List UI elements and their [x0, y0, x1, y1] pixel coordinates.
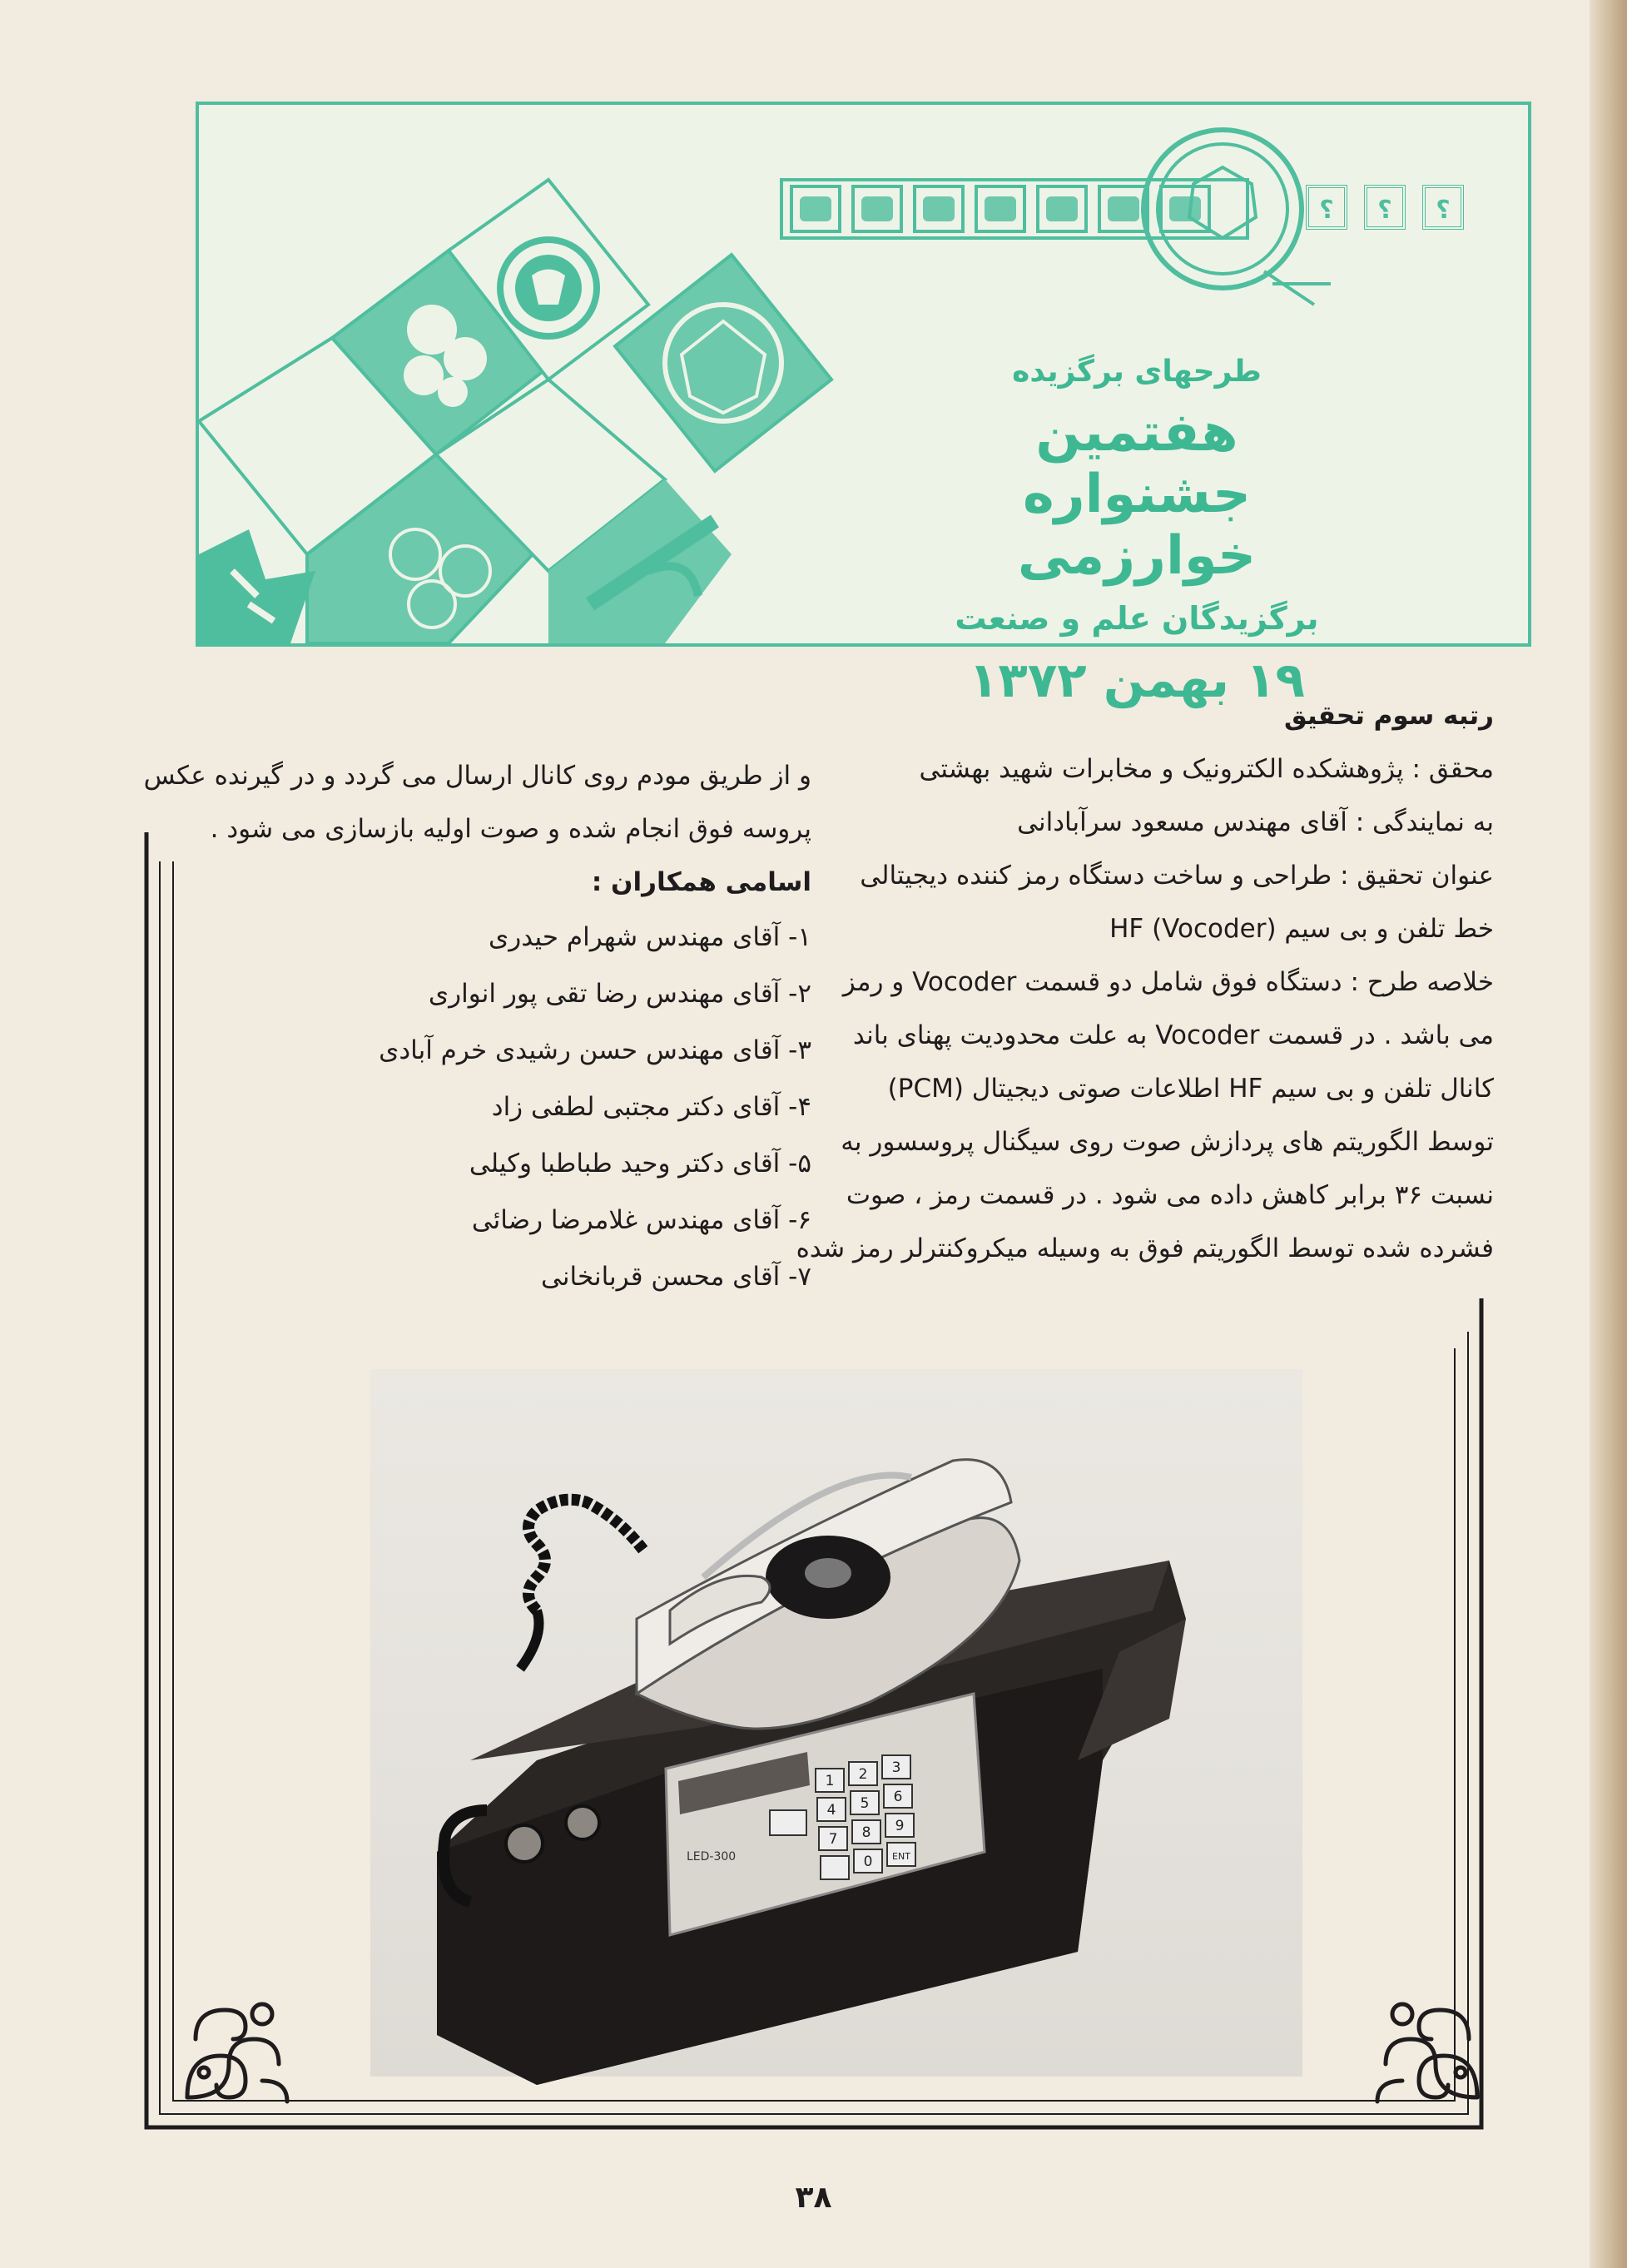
colleague-item: ۳- آقای مهندس حسن رشیدی خرم آبادی: [379, 1035, 811, 1065]
question-box-2: ؟: [1364, 185, 1406, 230]
page-edge: [1590, 0, 1627, 2268]
keypad-key: 1: [825, 1773, 835, 1789]
body-line: کانال تلفن و بی سیم HF اطلاعات صوتی دیجیتال (PCM): [887, 1074, 1494, 1104]
body-line: عنوان تحقیق : طراحی و ساخت دستگاه رمز کننده دیجیتالی: [860, 861, 1494, 891]
corner-ornament-right: [1369, 1989, 1494, 2114]
keypad-key: 3: [891, 1759, 901, 1776]
keypad-key: 6: [893, 1789, 903, 1805]
continuation-line: و از طریق مودم روی کانال ارسال می گردد و در گیرنده عکس: [143, 761, 811, 791]
body-line: می باشد . در قسمت Vocoder به علت محدودیت پهنای باند: [852, 1020, 1494, 1050]
keypad-key: 8: [861, 1824, 871, 1841]
page-number: ۳۸: [795, 2181, 832, 2215]
keypad-key: 0: [863, 1854, 873, 1870]
keypad-key: 9: [895, 1818, 905, 1834]
scrambler-device-illustration: [370, 1369, 1302, 2077]
rank-heading: رتبه سوم تحقیق: [1283, 701, 1494, 731]
keypad-key: ENT: [892, 1851, 910, 1862]
body-line: توسط الگوریتم های پردازش صوت روی سیگنال پروسسور به: [841, 1127, 1494, 1157]
device-photo: [370, 1369, 1302, 2077]
question-box-1: ؟: [1422, 185, 1464, 230]
article-left-column: [129, 749, 811, 1307]
banner-title: هفتمین جشنواره خوارزمی: [1017, 402, 1257, 587]
colleague-item: ۷- آقای محسن قربانخانی: [541, 1262, 811, 1292]
body-line: خلاصه طرح : دستگاه فوق شامل دو قسمت Vocoder و رمز: [842, 967, 1494, 997]
continuation-line: پروسه فوق انجام شده و صوت اولیه بازسازی می شود .: [210, 814, 811, 844]
colleagues-heading: اسامی همکاران :: [591, 867, 811, 897]
body-line: فشرده شده توسط الگوریتم فوق به وسیله میکروکنترلر رمز شده: [796, 1233, 1494, 1263]
colleague-item: ۶- آقای مهندس غلامرضا رضائی: [471, 1205, 811, 1235]
question-box-3: ؟: [1306, 185, 1347, 230]
corner-ornament-left: [171, 1989, 295, 2114]
banner-text: [920, 355, 1353, 708]
body-line: نسبت ۳۶ برابر کاهش داده می شود . در قسمت رمز ، صوت: [846, 1180, 1494, 1210]
banner-subtitle-2: برگزیدگان علم و صنعت: [955, 600, 1319, 637]
keypad-key: 5: [860, 1795, 870, 1812]
keypad-key: 7: [828, 1831, 838, 1848]
banner-date: ۱۹ بهمن ۱۳۷۲: [969, 652, 1305, 708]
colleague-item: ۴- آقای دکتر مجتبی لطفی زاد: [491, 1092, 811, 1122]
device-label: LED-300: [687, 1850, 737, 1864]
keypad-key: 4: [826, 1802, 836, 1819]
festival-banner: [196, 102, 1531, 708]
article-right-column: [761, 689, 1494, 1275]
colleague-item: ۵- آقای دکتر وحید طباطبا وکیلی: [469, 1149, 811, 1179]
colleague-item: ۱- آقای مهندس شهرام حیدری: [489, 922, 811, 952]
body-line: خط تلفن و بی سیم HF (Vocoder): [1109, 914, 1494, 944]
banner-subtitle: طرحهای برگزیده: [1012, 355, 1262, 389]
colleagues-list: [129, 911, 811, 1303]
keypad-key: 2: [858, 1766, 868, 1783]
representative-line: به نمایندگی : آقای مهندس مسعود سرآبادانی: [1017, 807, 1494, 837]
colleague-item: ۲- آقای مهندس رضا تقی پور انواری: [428, 979, 811, 1009]
researcher-line: محقق : پژوهشکده الکترونیک و مخابرات شهید بهشتی: [919, 754, 1494, 784]
